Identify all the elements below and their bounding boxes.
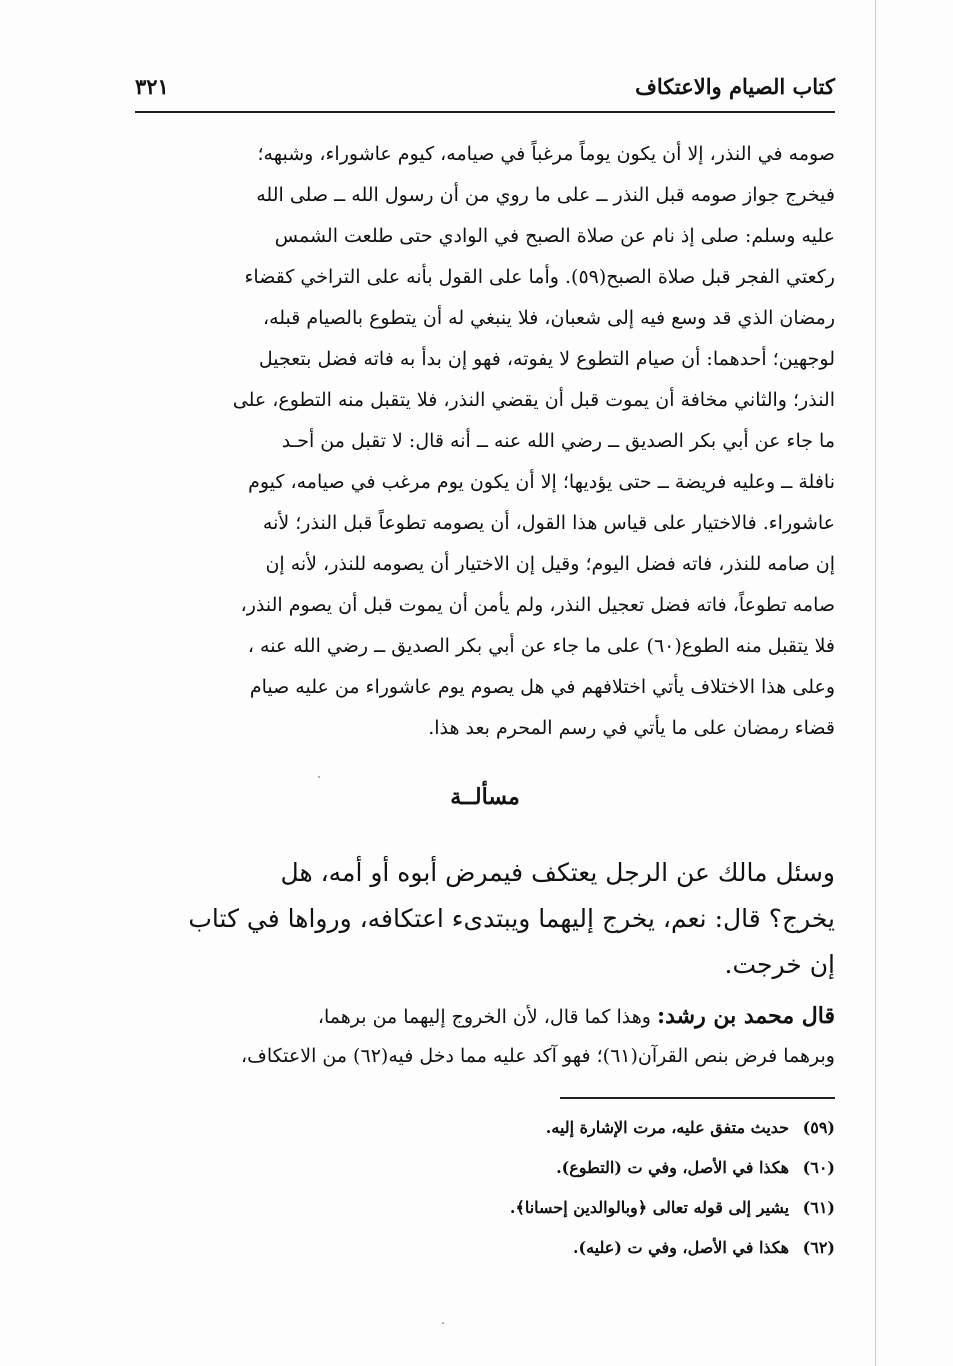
footnote-text: هكذا في الأصل، وفي ت (عليه). xyxy=(572,1238,790,1257)
scan-speck xyxy=(318,776,320,778)
body-line: صامه تطوعاً، فاته فضل تعجيل النذر، ولم يأمن أن يموت قبل أن يصوم النذر، xyxy=(240,594,835,616)
body-line: فلا يتقبل منه الطوع(٦٠) على ما جاء عن أبي بكر الصديق ــ رضي الله عنه ، xyxy=(247,635,835,657)
footnote-text: يشير إلى قوله تعالى ﴿وبالوالدين إحسانا﴾. xyxy=(509,1198,790,1217)
footnote xyxy=(135,1150,835,1190)
footnotes xyxy=(135,1110,835,1270)
body-line: إن صامه للنذر، فاته فضل اليوم؛ وقيل إن الاختيار أن يصومه للنذر، لأنه إن xyxy=(265,553,835,575)
footnote-number: (٦١) xyxy=(802,1198,835,1217)
question-line: يخرج؟ قال: نعم، يخرج إليهما ويبتدىء اعتكافه، ورواها في كتاب xyxy=(188,904,835,933)
scan-speck xyxy=(442,1322,444,1324)
question-paragraph xyxy=(135,850,835,988)
body-paragraph xyxy=(135,134,835,749)
body-line: رمضان الذي قد وسع فيه إلى شعبان، فلا ينبغي له أن يتطوع بالصيام قبله، xyxy=(262,307,835,329)
body-line: ما جاء عن أبي بكر الصديق ــ رضي الله عنه ــ أنه قال: لا تقبل من أحـد xyxy=(281,430,835,452)
answer-line-text: وهذا كما قال، لأن الخروج إليهما من برهما، xyxy=(317,1006,651,1028)
body-line: وعلى هذا الاختلاف يأتي اختلافهم في هل يصوم يوم عاشوراء من عليه صيام xyxy=(249,676,835,698)
answer-paragraph xyxy=(135,996,835,1076)
body-line: فيخرج جواز صومه قبل النذر ــ على ما روي من أن رسول الله ــ صلى الله xyxy=(256,184,835,206)
question-line: وسئل مالك عن الرجل يعتكف فيمرض أبوه أو أمه، هل xyxy=(280,858,835,887)
page-edge-line xyxy=(875,0,876,1366)
footnote xyxy=(135,1190,835,1230)
body-line: عليه وسلم: صلى إذ نام عن صلاة الصبح في الوادي حتى طلعت الشمس xyxy=(274,225,835,247)
header-rule xyxy=(135,111,835,113)
header-title: كتاب الصيام والاعتكاف xyxy=(635,74,835,99)
body-line: لوجهين؛ أحدهما: أن صيام التطوع لا يفوته، فهو إن بدأ به فاته فضل بتعجيل xyxy=(258,348,835,370)
body-line: عاشوراء. فالاختيار على قياس هذا القول، أن يصومه تطوعاً قبل النذر؛ لأنه xyxy=(262,512,835,534)
footnote-rule xyxy=(560,1097,835,1099)
footnote xyxy=(135,1110,835,1150)
body-line: نافلة ــ وعليه فريضة ــ حتى يؤديها؛ إلا أن يكون يوم مرغب في صيامه، كيوم xyxy=(248,471,835,493)
footnote-number: (٦٢) xyxy=(802,1238,835,1257)
footnote-number: (٦٠) xyxy=(802,1158,835,1177)
answer-line: وبرهما فرض بنص القرآن(٦١)؛ فهو آكد عليه مما دخل فيه(٦٢) من الاعتكاف، xyxy=(241,1045,835,1067)
footnote-text: حديث متفق عليه، مرت الإشارة إليه. xyxy=(545,1118,790,1137)
question-line: إن خرجت. xyxy=(724,950,835,979)
footnote xyxy=(135,1230,835,1270)
answer-line xyxy=(135,996,835,1036)
body-line: صومه في النذر، إلا أن يكون يوماً مرغباً في صيامه، كيوم عاشوراء، وشبهه؛ xyxy=(257,143,835,165)
answer-speaker: قال محمد بن رشد: xyxy=(656,1003,835,1029)
body-line: قضاء رمضان على ما يأتي في رسم المحرم بعد هذا. xyxy=(428,717,835,739)
page-number: ٣٢١ xyxy=(135,74,169,99)
body-line: النذر؛ والثاني مخافة أن يموت قبل أن يقضي النذر، فلا يتقبل منه التطوع، على xyxy=(232,389,835,411)
footnote-number: (٥٩) xyxy=(802,1118,835,1137)
running-header xyxy=(135,74,835,110)
footnote-text: هكذا في الأصل، وفي ت (التطوع). xyxy=(556,1158,790,1177)
section-heading: مسألــة xyxy=(450,784,520,810)
body-line: ركعتي الفجر قبل صلاة الصبح(٥٩). وأما على القول بأنه على التراخي كقضاء xyxy=(244,266,835,288)
